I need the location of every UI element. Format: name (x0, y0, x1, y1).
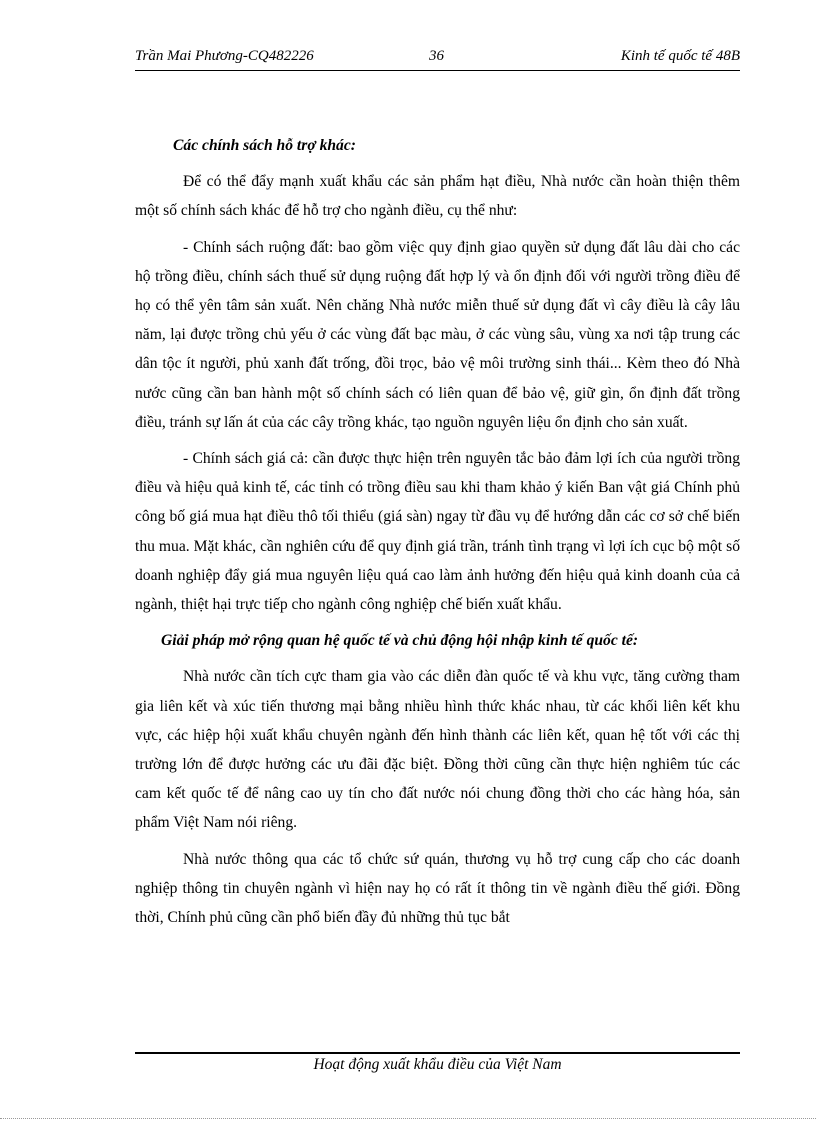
header-page-number: 36 (429, 48, 444, 64)
paragraph-land-policy: - Chính sách ruộng đất: bao gồm việc quy định giao quyền sử dụng đất lâu dài cho các hộ trồng điều, chính sách thuế sử dụng ruộng đất hợp lý và ổn định đối với người trồng điều để họ có thể yên tâm sản xuất. Nên chăng Nhà nước miễn thuế sử dụng đất vì cây điều là cây lâu năm, lại được trồng chủ yếu ở các vùng đất bạc màu, ở các vùng sâu, vùng xa nơi tập trung các dân tộc ít người, phủ xanh đất trống, đồi trọc, bảo vệ môi trường sinh thái... Kèm theo đó Nhà nước cũng cần ban hành một số chính sách có liên quan để bảo vệ, giữ gìn, ổn định đất trồng điều, tránh sự lấn át của các cây trồng khác, tạo nguồn nguyên liệu ổn định cho sản xuất. (135, 238, 740, 431)
footer-divider (135, 1052, 740, 1054)
page-bottom-boundary (0, 1118, 816, 1119)
paragraph-intro: Để có thể đẩy mạnh xuất khẩu các sản phẩm hạt điều, Nhà nước cần hoàn thiện thêm một số chính sách khác để hỗ trợ cho ngành điều, cụ thể như: (135, 173, 740, 220)
page-footer-title: Hoạt động xuất khẩu điều của Việt Nam (313, 1056, 562, 1073)
paragraph-international-forums: Nhà nước cần tích cực tham gia vào các diễn đàn quốc tế và khu vực, tăng cường tham gia liên kết và xúc tiến thương mại bằng nhiều hình thức khác nhau, từ các khối liên kết khu vực, các hiệp hội xuất khẩu chuyên ngành đến hình thành các liên kết, quan hệ tốt với các thị trường lớn để được hưởng các ưu đãi đặc biệt. Đồng thời cũng cần thực hiện nghiêm túc các cam kết quốc tế để nâng cao uy tín cho đất nước nói chung đồng thời cho các hàng hóa, sản phẩm Việt Nam nói riêng. (135, 668, 740, 832)
section-heading-international-integration: Giải pháp mở rộng quan hệ quốc tế và chủ động hội nhập kinh tế quốc tế: (161, 632, 639, 650)
header-author: Trần Mai Phương-CQ482226 (135, 48, 314, 64)
page-body (135, 131, 740, 939)
paragraph-price-policy: - Chính sách giá cả: cần được thực hiện trên nguyên tắc bảo đảm lợi ích của người trồng điều và hiệu quả kinh tế, các tỉnh có trồng điều sau khi tham khảo ý kiến Ban vật giá Chính phủ công bố giá mua hạt điều thô tối thiểu (giá sàn) ngay từ đầu vụ để hướng dẫn các cơ sở chế biến thu mua. Mặt khác, cần nghiên cứu để quy định giá trần, tránh tình trạng vì lợi ích cục bộ một số doanh nghiệp đẩy giá mua nguyên liệu quá cao làm ảnh hưởng đến hiệu quả kinh doanh của cả ngành, thiệt hại trực tiếp cho ngành công nghiệp chế biến xuất khẩu. (135, 450, 740, 614)
section-heading-support-policies: Các chính sách hỗ trợ khác: (173, 137, 356, 154)
page-header (135, 48, 740, 70)
header-class-name: Kinh tế quốc tế 48B (620, 48, 740, 64)
header-divider (135, 70, 740, 71)
paragraph-embassy-support: Nhà nước thông qua các tổ chức sứ quán, thương vụ hỗ trợ cung cấp cho các doanh nghiệp thông tin chuyên ngành vì hiện nay họ có rất ít thông tin về ngành điều thế giới. Đồng thời, Chính phủ cũng cần phổ biến đầy đủ những thủ tục bắt (135, 850, 740, 927)
